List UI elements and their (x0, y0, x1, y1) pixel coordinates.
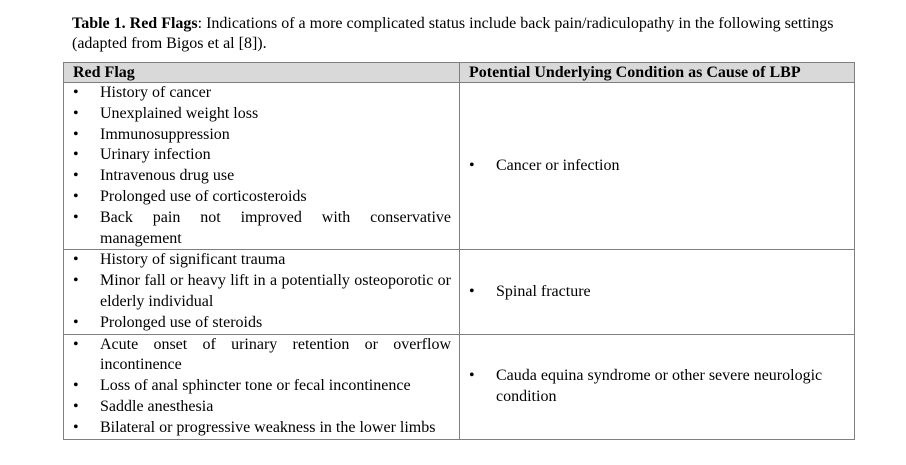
bullet-icon: • (73, 208, 79, 226)
red-flag-list (64, 250, 459, 333)
table-row (64, 250, 855, 334)
bullet-icon: • (73, 272, 79, 290)
bullet-icon: • (469, 282, 475, 300)
red-flag-text: Minor fall or heavy lift in a potentially osteoporotic or elderly individual (100, 272, 451, 310)
red-flag-text: Unexplained weight loss (100, 104, 259, 122)
list-item (64, 335, 459, 377)
bullet-icon: • (73, 104, 79, 122)
red-flag-text: Saddle anesthesia (100, 397, 214, 415)
caption-label: Table 1. Red Flags (72, 15, 198, 32)
condition-cell (460, 250, 855, 334)
list-item (64, 271, 459, 313)
list-item (64, 250, 459, 271)
red-flag-text: Loss of anal sphincter tone or fecal incontinence (100, 377, 411, 395)
bullet-icon: • (73, 377, 79, 395)
red-flag-cell (64, 334, 460, 439)
bullet-icon: • (73, 187, 79, 205)
list-item (460, 282, 854, 303)
list-item (64, 418, 459, 439)
bullet-icon: • (73, 167, 79, 185)
red-flag-cell (64, 83, 460, 250)
list-item (460, 156, 854, 177)
list-item (64, 397, 459, 418)
red-flag-list (64, 335, 459, 439)
bullet-icon: • (73, 397, 79, 415)
condition-list (460, 366, 854, 408)
header-condition: Potential Underlying Condition as Cause of LBP (460, 63, 855, 83)
red-flag-list (64, 83, 459, 249)
header-red-flag: Red Flag (64, 63, 460, 83)
bullet-icon: • (73, 313, 79, 331)
condition-text: Spinal fracture (496, 282, 591, 300)
red-flag-text: Bilateral or progressive weakness in the lower limbs (100, 418, 436, 436)
table-row (64, 83, 855, 250)
condition-list (460, 282, 854, 303)
table-caption (72, 14, 862, 54)
bullet-icon: • (73, 418, 79, 436)
list-item (64, 166, 459, 187)
bullet-icon: • (73, 335, 79, 353)
list-item (64, 187, 459, 208)
red-flag-text: Immunosuppression (100, 125, 230, 143)
list-item (64, 208, 459, 250)
bullet-icon: • (469, 366, 475, 384)
bullet-icon: • (469, 156, 475, 174)
red-flag-text: History of cancer (100, 84, 212, 101)
red-flag-cell (64, 250, 460, 334)
red-flag-text: Urinary infection (100, 146, 211, 164)
list-item (64, 104, 459, 125)
condition-text: Cancer or infection (496, 156, 620, 174)
condition-cell (460, 83, 855, 250)
table-row (64, 334, 855, 439)
list-item (460, 366, 854, 408)
list-item (64, 313, 459, 334)
bullet-icon: • (73, 251, 79, 269)
table-header-row (64, 63, 855, 83)
bullet-icon: • (73, 146, 79, 164)
bullet-icon: • (73, 84, 79, 101)
red-flag-text: Back pain not improved with conservative management (100, 208, 451, 247)
list-item (64, 125, 459, 146)
condition-list (460, 156, 854, 177)
red-flag-text: History of significant trauma (100, 251, 286, 269)
list-item (64, 145, 459, 166)
red-flag-text: Intravenous drug use (100, 167, 235, 185)
list-item (64, 83, 459, 104)
red-flag-text: Prolonged use of corticosteroids (100, 187, 307, 205)
bullet-icon: • (73, 125, 79, 143)
condition-cell (460, 334, 855, 439)
red-flag-text: Prolonged use of steroids (100, 313, 263, 331)
red-flags-table (63, 62, 855, 440)
list-item (64, 376, 459, 397)
caption-text: : Indications of a more complicated status include back pain/radiculopathy in the following settings (adapted from Bigos et al [8]). (72, 15, 834, 52)
red-flag-text: Acute onset of urinary retention or overflow incontinence (100, 335, 451, 374)
condition-text: Cauda equina syndrome or other severe neurologic condition (496, 366, 823, 405)
